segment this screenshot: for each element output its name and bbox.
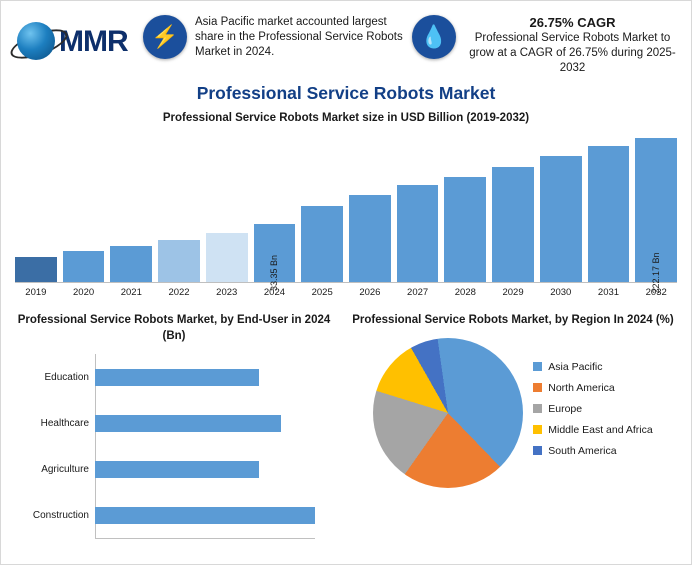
legend-item xyxy=(533,361,652,373)
x-axis-label: 2026 xyxy=(359,287,381,298)
legend-swatch xyxy=(533,404,542,413)
legend-swatch xyxy=(533,425,542,434)
globe-icon xyxy=(11,19,63,65)
cagr-value: 26.75% CAGR xyxy=(529,15,616,30)
end-user-row xyxy=(32,492,315,538)
bar xyxy=(206,233,248,283)
x-axis-label: 2031 xyxy=(597,287,620,298)
x-axis-label: 2023 xyxy=(216,287,238,298)
legend-label: Middle East and Africa xyxy=(548,423,653,436)
x-axis-label: 2024 xyxy=(263,287,286,298)
bottom-section xyxy=(1,312,691,539)
end-user-bar xyxy=(95,461,259,478)
legend-label: North America xyxy=(548,381,615,394)
bar xyxy=(349,195,391,282)
page-title: Professional Service Robots Market xyxy=(196,83,496,103)
bar-column xyxy=(63,132,105,282)
bar xyxy=(588,146,630,283)
bar-column xyxy=(158,132,200,282)
brand-logo xyxy=(11,9,143,65)
region-chart-title: Professional Service Robots Market, by Region In 2024 (%) xyxy=(352,314,674,326)
bar-column xyxy=(206,132,248,282)
bar-value-label: 222.17 Bn xyxy=(651,252,662,294)
bar-chart-axis xyxy=(15,282,677,283)
water-drop-icon: 💧 xyxy=(412,15,456,59)
legend-item xyxy=(533,382,652,394)
x-axis-label: 2029 xyxy=(502,287,524,298)
bar xyxy=(301,206,343,283)
end-user-chart-title: Professional Service Robots Market, by End-User in 2024 (Bn) xyxy=(17,314,331,342)
end-user-bars xyxy=(32,354,315,538)
header-right-callout xyxy=(412,9,681,76)
x-axis-label: 2028 xyxy=(454,287,476,298)
end-user-chart-panel xyxy=(1,312,341,539)
bar-column xyxy=(540,132,582,282)
bar xyxy=(158,240,200,282)
end-user-baseline xyxy=(95,538,315,539)
legend-item xyxy=(533,403,652,415)
end-user-bar xyxy=(95,507,315,524)
lightning-bolt-icon: ⚡ xyxy=(143,15,187,59)
end-user-label: Construction xyxy=(32,509,89,521)
end-user-label: Agriculture xyxy=(41,463,89,475)
header-right-text: Professional Service Robots Market to grow at a CAGR of 26.75% during 2025-2032 xyxy=(469,32,676,74)
legend-item xyxy=(533,424,652,436)
end-user-label: Healthcare xyxy=(40,417,89,429)
end-user-row xyxy=(44,354,315,400)
region-legend xyxy=(533,361,652,466)
legend-label: Europe xyxy=(548,402,583,415)
legend-label: South America xyxy=(548,444,617,457)
bar xyxy=(15,257,57,283)
bar-chart-title: Professional Service Robots Market size in USD Billion (2019-2032) xyxy=(162,112,530,124)
end-user-row xyxy=(41,446,315,492)
bar xyxy=(397,185,439,283)
region-pie-chart xyxy=(373,338,523,488)
bar xyxy=(492,167,534,283)
x-axis-label: 2032 xyxy=(645,287,667,298)
bar-column xyxy=(254,132,296,292)
legend-swatch xyxy=(533,362,542,371)
x-axis-label: 2030 xyxy=(550,287,572,298)
legend-label: Asia Pacific xyxy=(548,360,603,373)
bar-value-label: 33.35 Bn xyxy=(269,254,280,292)
bar xyxy=(540,156,582,282)
legend-swatch xyxy=(533,383,542,392)
bar-column xyxy=(110,132,152,282)
bar-column xyxy=(588,132,630,282)
bar-column xyxy=(397,132,439,282)
end-user-row xyxy=(40,400,315,446)
bar-column xyxy=(444,132,486,282)
brand-name: MMR xyxy=(59,25,128,58)
x-axis-label: 2027 xyxy=(407,287,429,298)
bar-chart-x-labels xyxy=(15,287,677,298)
bar xyxy=(63,251,105,283)
end-user-label: Education xyxy=(44,371,89,383)
header-left-callout xyxy=(143,9,412,60)
x-axis-label: 2025 xyxy=(311,287,333,298)
x-axis-label: 2019 xyxy=(25,287,47,298)
bar xyxy=(444,177,486,282)
end-user-bar xyxy=(95,369,259,386)
bar xyxy=(254,224,296,292)
region-chart-panel xyxy=(341,312,691,539)
bar-column xyxy=(492,132,534,282)
end-user-bar xyxy=(95,415,281,432)
x-axis-label: 2022 xyxy=(168,287,190,298)
bar-column xyxy=(301,132,343,282)
bar-column xyxy=(15,132,57,282)
x-axis-label: 2020 xyxy=(73,287,95,298)
legend-swatch xyxy=(533,446,542,455)
bar-column xyxy=(349,132,391,282)
x-axis-label: 2021 xyxy=(120,287,142,298)
legend-item xyxy=(533,445,652,457)
header-left-text: Asia Pacific market accounted largest share in the Professional Service Robots Market in 2024. xyxy=(195,16,403,58)
header xyxy=(1,1,691,87)
bar xyxy=(110,246,152,282)
